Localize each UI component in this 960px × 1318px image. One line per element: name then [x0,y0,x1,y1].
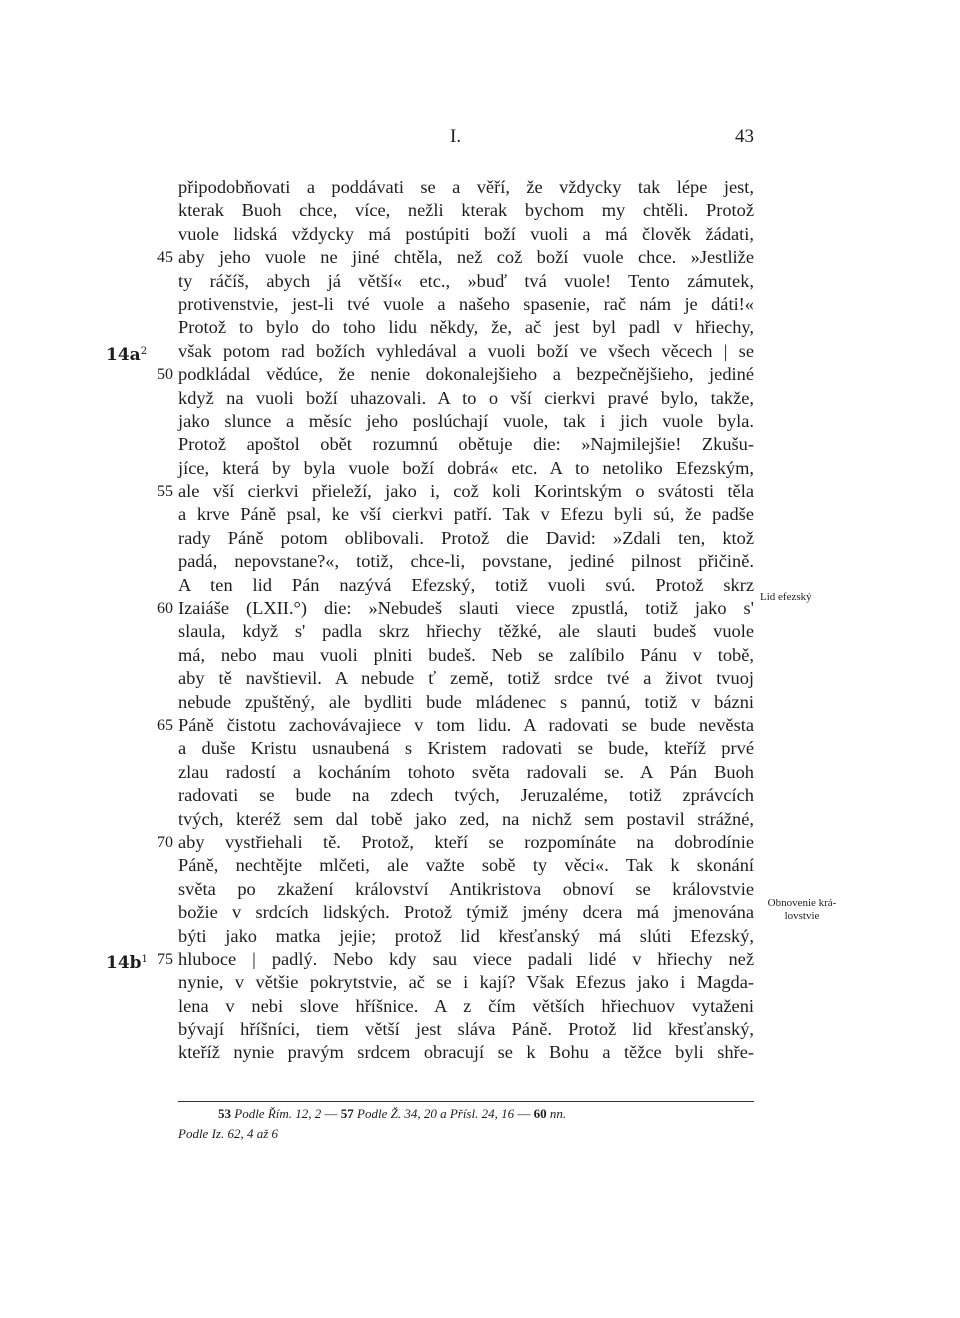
line-text: padá, nepovstane?«, totiž, chce-li, povstane, jediné pilnost přičině. [178,551,754,572]
text-line [106,340,754,365]
text-line [178,503,754,526]
line-number: 70 [157,833,173,851]
footnote-line [178,1104,754,1124]
text-line [178,620,754,643]
text-line [178,971,754,994]
text-line [178,550,754,573]
line-text: A ten lid Pán nazývá Efezský, totiž vuoli svú. Protož skrz [178,574,754,595]
footnote-number: 57 [340,1106,354,1121]
line-text: rady Páně potom oblibovali. Protož die David: »Zdali ten, ktož [178,527,754,548]
line-text: ale vší cierkvi přieleží, jako i, což koli Korintským o svátosti těla [178,481,754,502]
line-number: 75 [157,950,173,968]
line-text: býti jako matka jejie; protož lid křesťanský má slúti Efezský, [178,925,754,946]
text-line [178,1041,754,1064]
line-text: božie v srdcích lidských. Protož týmiž jmény dcera má jmenována [178,902,754,923]
line-number: 45 [157,249,173,267]
line-text: Páně, nechtějte mlčeti, ale važte sobě ty věci«. Tak k skonání [178,855,754,876]
line-text: světa po zkažení království Antikristova obnoví se královstvie [178,878,754,899]
text-line [178,644,754,667]
text-line [157,480,754,503]
line-text: zlau radostí a kocháním tohoto světa radovali se. A Pán Buoh [178,761,754,782]
text-line [178,737,754,760]
text-line [178,433,754,456]
line-text: aby tě navštievil. A nebude ť země, totiž srdce tvé a život tvuoj [178,668,754,689]
line-text: radovati se bude na zdech tvých, Jeruzaléme, totiž zprávcích [178,785,754,806]
line-text: připodobňovati a poddávati se a věří, že vždycky tak lépe jest, [178,177,754,197]
text-line [178,761,754,784]
line-text: jako slunce a měsíc jeho poslúchají vuole, tak i jich vuole byla. [178,410,754,431]
margin-note-line: lovstvie [784,910,820,922]
line-text: však potom rad božích vyhledával a vuoli boží ve všech věcech | se [178,340,754,361]
text-line [157,363,754,386]
text-line [157,714,754,737]
line-text: a krve Páně psal, ke vší cierkvi patří. Tak v Efezu byli sú, že padše [178,504,754,525]
chapter-number: I. [450,126,462,147]
text-line [157,246,754,269]
line-text: jíce, která by byla vuole boží dobrá« etc. A to netoliko Efezským, [178,457,754,478]
text-line [157,831,754,854]
text-line [178,574,754,597]
text-line [178,1018,754,1041]
line-text: aby vystřiehali tě. Protož, kteří se rozpomínáte na dobrodínie [178,831,754,852]
text-line [157,597,754,620]
folio-mark: $14b^1$ [106,952,148,973]
line-text: ty ráčíš, abych já větší« etc., »buď tvá vuole! Tento zámutek, [178,270,754,291]
text-line [178,410,754,433]
text-line [178,878,754,901]
line-text: nynie, v většie pokrytstvie, ač se i kají? Však Efezus jako i Magda- [178,972,754,993]
footnote-dash: — [324,1106,338,1121]
line-text: lena v nebi slove hříšnice. A z čím větších hřiechuov vytaženi [178,995,754,1016]
line-text: slaula, když s' padla skrz hřiechy těžké, ale slauti budeš vuole [178,621,754,642]
line-text: kterak Buoh chce, více, nežli kterak bychom my chtěli. Protož [178,200,754,221]
text-line [178,691,754,714]
text-line [178,995,754,1018]
footnote-text: Podle Ž. 34, 20 a Přísl. 24, 16 [357,1106,515,1121]
footnote-divider [178,1101,754,1102]
text-line [178,176,754,199]
text-line [178,527,754,550]
footnote-number: 60 [533,1106,547,1121]
line-text: když na vuoli boží uhazovali. A to o vší cierkvi pravé bylo, takže, [178,387,754,408]
footnote-number: 53 [218,1106,231,1121]
line-text: kteříž nynie pravým srdcem obracují se k Bohu a těžce byli shře- [178,1042,754,1063]
footnote-line [178,1124,754,1144]
folio-mark: $14a^2$ [106,344,148,365]
line-text: podkládal vědúce, že nenie dokonalejšieho a bezpečnějšieho, jediné [178,364,754,385]
footnote-dash: — [517,1106,531,1121]
text-line [178,925,754,948]
text-line [178,667,754,690]
line-number: 60 [157,600,173,618]
line-text: hluboce | padlý. Nebo kdy sau viece padali lidé v hřiechy než [178,948,754,969]
footnote-text: nn. [549,1106,567,1121]
text-line [178,784,754,807]
line-text: aby jeho vuole ne jiné chtěla, než což boží vuole chce. »Jestliže [178,247,754,268]
text-line [178,270,754,293]
text-line [178,293,754,316]
text-line [178,316,754,339]
line-text: Izaiáše (LXII.°) die: »Nebudeš slauti viece zpustlá, totiž jako s' [178,598,754,619]
text-line [178,387,754,410]
text-line [178,854,754,877]
line-text: protivenstvie, jest-li tvé vuole a našeho spasenie, rač nám je dáti!« [178,293,754,314]
line-text: Protož to bylo do toho lidu někdy, že, ač jest byl padl v hřiechy, [178,317,754,338]
footnote-text: Podle Iz. 62, 4 až 6 [178,1126,279,1141]
line-text: má, nebo mau vuoli plniti budeš. Neb se zalíbilo Pánu v tobě, [178,644,754,665]
margin-note-lid-efezsky [760,591,850,604]
margin-note-obnovenie [760,897,844,923]
line-text: a duše Kristu usnaubená s Kristem radovati se bude, kteříž prvé [178,738,754,759]
text-line [106,948,754,973]
line-text: Páně čistotu zachovávajiece v tom lidu. A radovati se bude nevěsta [178,714,754,735]
text-line [178,808,754,831]
text-line [178,223,754,246]
line-text: bývají hříšníci, tiem větší jest sláva Páně. Protož lid křesťanský, [178,1019,754,1040]
line-number: 55 [157,483,173,501]
line-number: 50 [157,366,173,384]
page-number: 43 [735,126,754,147]
margin-note-line: Obnovenie krá- [767,897,837,909]
line-text: tvých, kteréž sem dal tobě jako zed, na nichž sem postavil strážné, [178,808,754,829]
line-text: Protož apoštol obět rozumnú obětuje die: »Najmilejšie! Zkušu- [178,434,754,455]
text-line [178,457,754,480]
text-line [178,199,754,222]
line-text: vuole lidská vždycky má postúpiti boží vuoli a má člověk žádati, [178,223,754,244]
line-text: nebude zpuštěný, ale bydliti bude mládenec s pannú, totiž v bázni [178,691,754,712]
footnotes [178,1104,754,1144]
main-text [106,176,754,1065]
line-number: 65 [157,716,173,734]
margin-note-text: Lid efezský [760,591,812,603]
footnote-text: Podle Řím. 12, 2 [234,1106,322,1121]
text-line [178,901,754,924]
running-head [178,126,754,152]
